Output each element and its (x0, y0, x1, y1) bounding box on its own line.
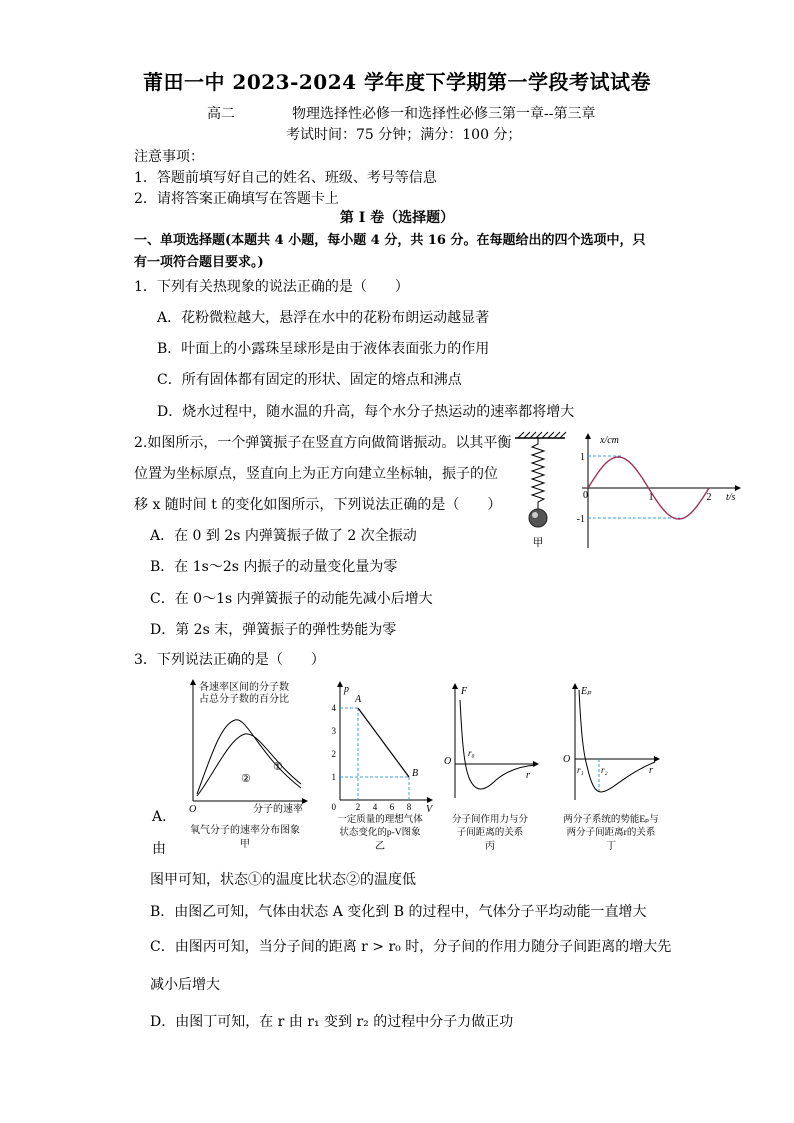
yi-xtick-6: 6 (389, 802, 395, 812)
q3-option-a-prefix-1: A． (152, 809, 177, 825)
ceiling-hatching (518, 432, 566, 438)
jia-ylabel-1: 各速率区间的分子数 (199, 682, 289, 693)
yi-ytick-2: 2 (331, 749, 336, 759)
ding-curve (579, 690, 655, 792)
jia-ylabel-2: 占总分子数的百分比 (199, 694, 289, 705)
yi-caption-3: 乙 (375, 841, 385, 852)
yi-xlabel: V (426, 804, 433, 815)
bing-ylabel: F (461, 686, 468, 697)
q2-option-a: A．在 0 到 2s 内弹簧振子做了 2 次全振动 (150, 528, 417, 544)
q2-figure-xt-graph (576, 430, 750, 555)
bing-origin: O (444, 756, 452, 767)
yi-origin: 0 (331, 802, 336, 812)
q3-stem: 3．下列说法正确的是（ ） (134, 652, 325, 668)
ding-caption-3: 丁 (606, 841, 616, 852)
y-axis-label: x/cm (600, 435, 619, 446)
ding-r2: r₂ (601, 765, 608, 775)
q3-option-c-line2: 减小后增大 (150, 977, 220, 993)
jia-caption-1: 氧气分子的速率分布图象 (190, 825, 300, 836)
spring-coil (532, 438, 544, 510)
jia-origin: O (189, 804, 197, 815)
q3-figure-yi (328, 678, 438, 856)
ding-caption-1: 两分子系统的势能Eₚ与 (563, 815, 659, 825)
notes-item-2: 2．请将答案正确填写在答题卡上 (134, 191, 339, 207)
ding-caption-2: 两分子间距离r的关系 (566, 828, 656, 838)
q3-option-b: B．由图乙可知，气体由状态 A 变化到 B 的过程中，气体分子平均动能一直增大 (150, 904, 647, 920)
exam-title: 莆田一中 2023-2024 学年度下学期第一学段考试试卷 (142, 70, 652, 94)
yi-ytick-1: 1 (331, 772, 336, 782)
q2-stem-line3: 移 x 随时间 t 的变化如图所示，下列说法正确的是（ ） (134, 497, 502, 513)
section-instructions-2: 有一项符合题目要求。) (134, 255, 264, 270)
ding-ylabel: Eₚ (581, 686, 592, 697)
q2-option-b: B．在 1s～2s 内振子的动量变化量为零 (150, 559, 398, 575)
yi-ylabel: p (344, 684, 349, 695)
x-axis-label: t/s (726, 492, 736, 503)
yi-xtick-8: 8 (406, 802, 412, 812)
bing-xlabel: r (526, 770, 530, 781)
ding-origin: O (563, 754, 571, 765)
section-instructions-1: 一、单项选择题(本题共 4 小题，每小题 4 分，共 16 分。在每题给出的四个选项中，只 (134, 233, 646, 248)
oscillator-ball (529, 509, 547, 527)
jia-curve-2 (197, 734, 301, 796)
q1-option-a: A．花粉微粒越大，悬浮在水中的花粉布朗运动越显著 (157, 310, 490, 326)
jia-curve-1-label: ① (273, 761, 283, 773)
section-title: 第 I 卷（选择题） (339, 210, 455, 226)
q3-option-a-rest: 图甲可知，状态①的温度比状态②的温度低 (150, 872, 416, 888)
jia-caption-2: 甲 (240, 839, 250, 850)
q1-option-b: B．叶面上的小露珠呈球形是由于液体表面张力的作用 (157, 341, 490, 357)
yi-xtick-4: 4 (372, 802, 378, 812)
ding-r1: r₁ (577, 765, 584, 775)
bing-curve (460, 700, 536, 789)
yi-caption-2: 状态变化的p-V图象 (339, 828, 421, 838)
bing-caption-1: 分子间作用力与分 (451, 815, 529, 825)
q3-figure-ding (555, 680, 675, 856)
y-tick-neg1: -1 (576, 514, 585, 525)
yi-caption-1: 一定质量的理想气体 (337, 815, 423, 825)
x-tick-1: 1 (648, 492, 654, 503)
yi-point-b: B (412, 768, 419, 779)
q1-stem: 1．下列有关热现象的说法正确的是（ ） (134, 279, 409, 295)
jia-curve-2-label: ② (241, 773, 251, 785)
yi-ytick-4: 4 (331, 703, 336, 713)
q2-option-d: D．第 2s 末，弹簧振子的弹性势能为零 (150, 622, 397, 638)
ball-highlight (532, 512, 538, 518)
yi-ytick-3: 3 (331, 726, 336, 736)
bing-caption-3: 丙 (485, 841, 495, 852)
yi-xtick-2: 2 (355, 802, 361, 812)
yi-ab-line (358, 708, 409, 777)
q1-option-d: D．烧水过程中，随水温的升高，每个水分子热运动的速率都将增大 (157, 404, 575, 420)
fig-jia-caption: 甲 (532, 537, 544, 549)
yi-point-a: A (355, 694, 362, 705)
q3-option-a-prefix-2: 由 (152, 841, 166, 857)
origin-label: 0 (583, 490, 588, 501)
grade-label: 高二 (207, 106, 235, 122)
notes-heading: 注意事项： (134, 149, 204, 165)
x-tick-2: 2 (706, 492, 712, 503)
ding-xlabel: r (649, 765, 653, 776)
q3-figure-bing (440, 680, 545, 856)
subject-label: 物理选择性必修一和选择性必修三第一章--第三章 (292, 106, 596, 122)
q3-option-d: D．由图丁可知，在 r 由 r₁ 变到 r₂ 的过程中分子力做正功 (150, 1014, 514, 1030)
q2-option-c: C．在 0～1s 内弹簧振子的动能先减小后增大 (150, 591, 433, 607)
bing-caption-2: 子间距离的关系 (456, 828, 524, 838)
y-tick-1: 1 (580, 452, 585, 463)
exam-info: 考试时间：75 分钟；满分：100 分； (286, 127, 522, 143)
bing-r0: r₀ (468, 748, 475, 758)
notes-item-1: 1．答题前填写好自己的姓名、班级、考号等信息 (134, 170, 437, 186)
q2-figure-spring (510, 430, 570, 555)
q2-stem-line2: 位置为坐标原点，竖直向上为正方向建立坐标轴，振子的位 (134, 466, 498, 482)
q3-figure-jia (183, 676, 313, 856)
jia-xlabel: 分子的速率 (253, 804, 303, 815)
q3-option-c-line1: C．由图丙可知，当分子间的距离 r > r₀ 时，分子间的作用力随分子间距离的增大先 (150, 939, 672, 955)
q1-option-c: C．所有固体都有固定的形状、固定的熔点和沸点 (157, 372, 462, 388)
q2-stem-line1: 2.如图所示，一个弹簧振子在竖直方向做简谐振动。以其平衡 (134, 435, 512, 451)
